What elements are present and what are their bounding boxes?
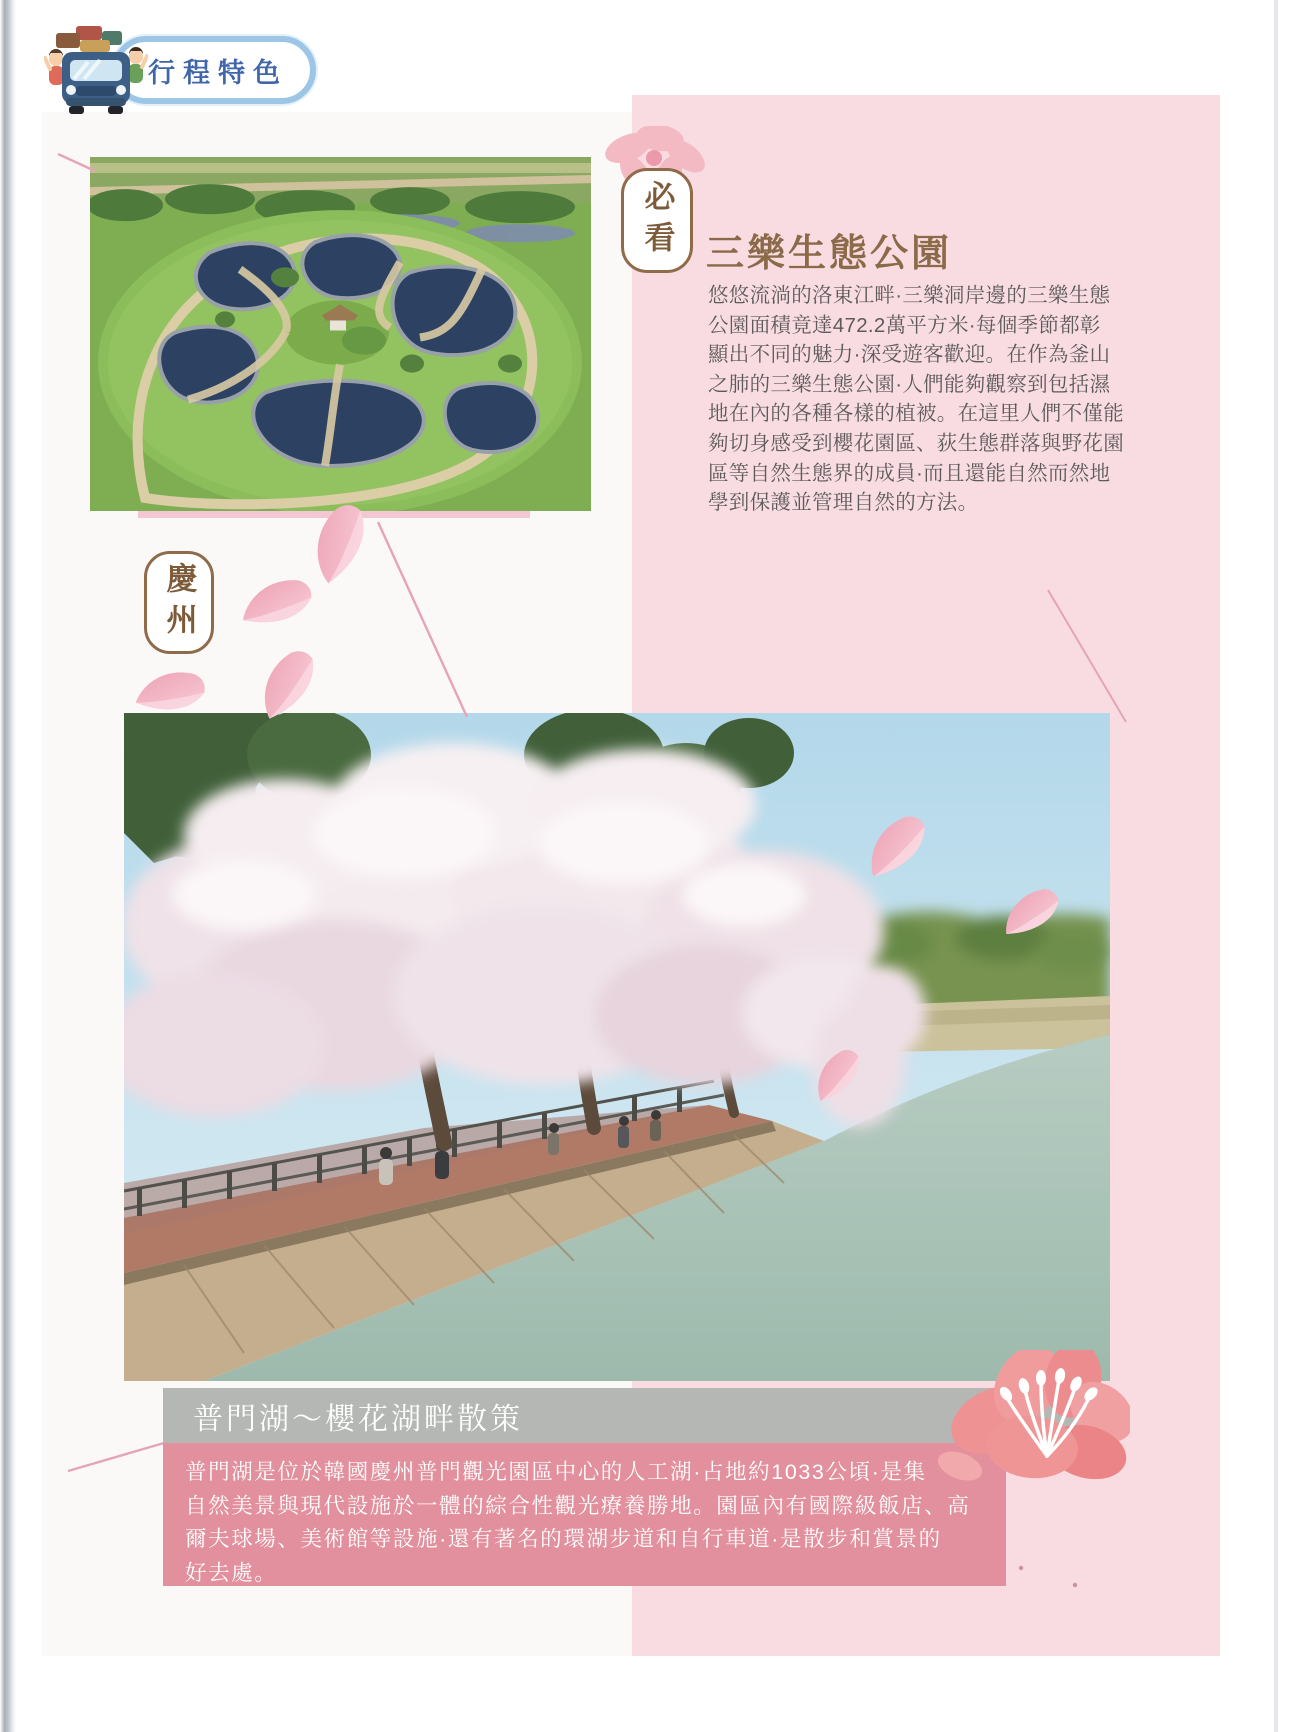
samnak-park-photo [90,157,591,511]
must-see-badge [621,168,693,273]
bomun-lake-photo [124,713,1110,1381]
gyeongju-badge-label: 慶州 [161,561,197,644]
samnak-section-body: 悠悠流淌的洛東江畔·三樂洞岸邊的三樂生態 公園面積竟達472.2萬平方米·每個季節都彰 顯出不同的魅力·深受遊客歡迎。在作為釜山 之肺的三樂生態公園·人們能夠觀察到包括濕 地在內的各種各樣的植被。在這里人們不僅能 夠切身感受到櫻花園區、荻生態群落與野花園 區等自然生態界的成員·而且還能自然而然地 學到保護並管理自然的方法。 [708,284,1124,515]
page-scan-edge-left [0,0,16,1732]
header-badge-label: 行程特色 [148,57,288,88]
bus-icon [44,22,148,116]
page-scan-edge-right [1274,0,1278,1732]
must-see-badge-label: 必看 [639,179,675,262]
gyeongju-region-badge [144,551,214,654]
camellia-flower-icon [935,1350,1130,1485]
bomun-section-title: 普門湖～櫻花湖畔散策 [193,1402,523,1436]
bomun-section-body: 普門湖是位於韓國慶州普門觀光園區中心的人工湖·占地約1033公頃·是集 自然美景與現代設施於一體的綜合性觀光療養勝地。園區內有國際級飯店、高 爾夫球場、美術館等設施·還有著名的環湖步道和自行車道·是散步和賞景的 好去處。 [163,1443,1006,1586]
samnak-section-title: 三樂生態公園 [706,233,953,275]
